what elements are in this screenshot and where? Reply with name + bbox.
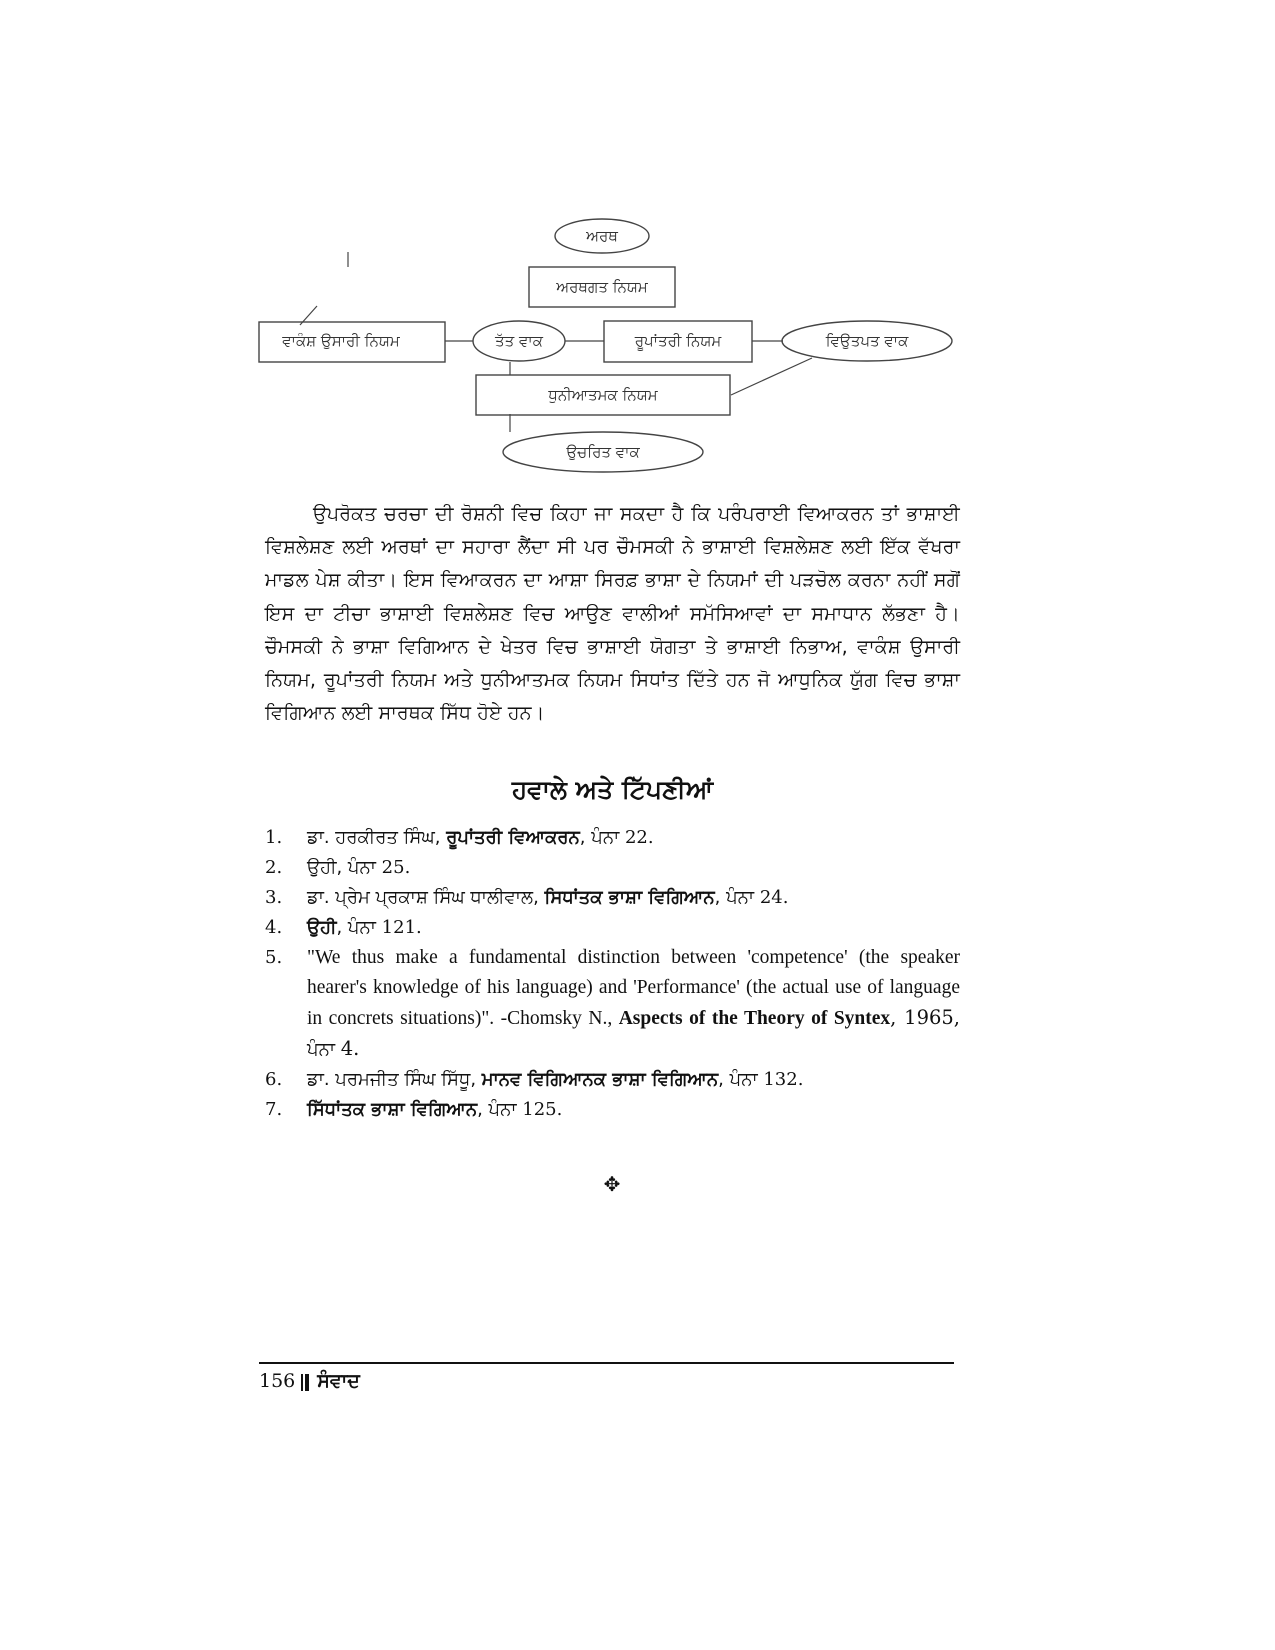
reference-title: Aspects of the Theory of Syntex: [618, 1008, 891, 1029]
body-paragraph: ਉਪਰੋਕਤ ਚਰਚਾ ਦੀ ਰੋਸ਼ਨੀ ਵਿਚ ਕਿਹਾ ਜਾ ਸਕਦਾ ਹੈ ਕਿ ਪਰੰਪਰਾਈ ਵਿਆਕਰਨ ਤਾਂ ਭਾਸ਼ਾਈ ਵਿਸ਼ਲੇਸ਼ਣ ਲਈ ਅਰਥਾਂ ਦਾ ਸਹਾਰਾ ਲੈਂਦਾ ਸੀ ਪਰ ਚੌਮਸਕੀ ਨੇ ਭਾਸ਼ਾਈ ਵਿਸ਼ਲੇਸ਼ਣ ਲਈ ਇੱਕ ਵੱਖਰਾ ਮਾਡਲ ਪੇਸ਼ ਕੀਤਾ। ਇਸ ਵਿਆਕਰਨ ਦਾ ਆਸ਼ਾ ਸਿਰਫ਼ ਭਾਸ਼ਾ ਦੇ ਨਿਯਮਾਂ ਦੀ ਪੜਚੋਲ ਕਰਨਾ ਨਹੀਂ ਸਗੋਂ ਇਸ ਦਾ ਟੀਚਾ ਭਾਸ਼ਾਈ ਵਿਸ਼ਲੇਸ਼ਣ ਵਿਚ ਆਉਣ ਵਾਲੀਆਂ ਸਮੱਸਿਆਵਾਂ ਦਾ ਸਮਾਧਾਨ ਲੱਭਣਾ ਹੈ। ਚੌਮਸਕੀ ਨੇ ਭਾਸ਼ਾ ਵਿਗਿਆਨ ਦੇ ਖੇਤਰ ਵਿਚ ਭਾਸ਼ਾਈ ਯੋਗਤਾ ਤੇ ਭਾਸ਼ਾਈ ਨਿਭਾਅ, ਵਾਕੰਸ਼ ਉਸਾਰੀ ਨਿਯਮ, ਰੂਪਾਂਤਰੀ ਨਿਯਮ ਅਤੇ ਧੁਨੀਆਤਮਕ ਨਿਯਮ ਸਿਧਾਂਤ ਦਿੱਤੇ ਹਨ ਜੋ ਆਧੁਨਿਕ ਯੁੱਗ ਵਿਚ ਭਾਸ਼ਾ ਵਿਗਿਆਨ ਲਈ ਸਾਰਥਕ ਸਿੱਧ ਹੋਏ ਹਨ।: [265, 502, 960, 725]
label-artha: ਅਰਥ: [586, 227, 618, 245]
separator-bars-icon: [301, 1370, 311, 1392]
reference-item: 6. ਡਾ. ਪਰਮਜੀਤ ਸਿੰਘ ਸਿੱਧੂ, ਮਾਨਵ ਵਿਗਿਆਨਕ ਭਾਸ਼ਾ ਵਿਗਿਆਨ, ਪੰਨਾ 132.: [265, 1065, 960, 1095]
reference-number: 5.: [265, 947, 283, 968]
section-title: ਹਵਾਲੇ ਅਤੇ ਟਿੱਪਣੀਆਂ: [511, 775, 714, 804]
label-dhuniatmak-niyam: ਧੁਨੀਆਤਮਕ ਨਿਯਮ: [548, 386, 658, 404]
book-title: ਸੰਵਾਦ: [317, 1370, 360, 1392]
reference-number: 1.: [265, 827, 283, 848]
reference-number: 7.: [265, 1099, 283, 1120]
connector: [731, 358, 812, 395]
label-uchrit-vak: ਉਚਰਿਤ ਵਾਕ: [566, 443, 640, 461]
reference-item: 2. ਉਹੀ, ਪੰਨਾ 25.: [265, 853, 960, 883]
ornament-icon: ✥: [603, 1172, 621, 1196]
label-tatt-vak: ਤੱਤ ਵਾਕ: [495, 332, 543, 350]
reference-item: 7. ਸਿੱਧਾਂਤਕ ਭਾਸ਼ਾ ਵਿਗਿਆਨ, ਪੰਨਾ 125.: [265, 1095, 960, 1125]
references-list: [265, 823, 960, 1125]
footer-divider: [259, 1362, 954, 1364]
reference-title: ਰੂਪਾਂਤਰੀ ਵਿਆਕਰਨ: [446, 827, 580, 848]
reference-number: 4.: [265, 917, 283, 938]
reference-item: 4. ਉਹੀ, ਪੰਨਾ 121.: [265, 913, 960, 943]
reference-item: 1. ਡਾ. ਹਰਕੀਰਤ ਸਿੰਘ, ਰੂਪਾਂਤਰੀ ਵਿਆਕਰਨ, ਪੰਨਾ 22.: [265, 823, 960, 853]
page-footer: [259, 1370, 360, 1392]
label-rupantri-niyam: ਰੂਪਾਂਤਰੀ ਨਿਯਮ: [634, 332, 722, 350]
label-vyutpann-vak: ਵਿਉਤਪਤ ਵਾਕ: [825, 332, 909, 350]
flow-diagram: [255, 215, 960, 485]
reference-item: 5. "We thus make a fundamental distinction between 'competence' (the speaker hearer's knowledge of his language) and 'Performance' (the actual use of language in concrets situations)". -Chomsky N., Aspects of the Theory of Syntex, 1965, ਪੰਨਾ 4.: [265, 943, 960, 1065]
reference-title: ਮਾਨਵ ਵਿਗਿਆਨਕ ਭਾਸ਼ਾ ਵਿਗਿਆਨ: [481, 1069, 719, 1090]
reference-number: 6.: [265, 1069, 283, 1090]
label-vakansh-usari-niyam: ਵਾਕੰਸ਼ ਉਸਾਰੀ ਨਿਯਮ: [282, 332, 400, 350]
reference-number: 3.: [265, 887, 283, 908]
label-arthgat-niyam: ਅਰਥਗਤ ਨਿਯਮ: [556, 278, 648, 296]
reference-item: 3. ਡਾ. ਪ੍ਰੇਮ ਪ੍ਰਕਾਸ਼ ਸਿੰਘ ਧਾਲੀਵਾਲ, ਸਿਧਾਂਤਕ ਭਾਸ਼ਾ ਵਿਗਿਆਨ, ਪੰਨਾ 24.: [265, 883, 960, 913]
page-number: 156: [259, 1370, 296, 1392]
reference-title: ਸਿਧਾਂਤਕ ਭਾਸ਼ਾ ਵਿਗਿਆਨ: [544, 887, 715, 908]
reference-quote: "We thus make a fundamental distinction between 'competence' (the speaker hearer's knowledge of his language) and 'Performance' (the actual use of language in concrets situations)". -Chomsky N.,: [307, 947, 960, 1029]
reference-number: 2.: [265, 857, 283, 878]
reference-title: ਉਹੀ: [307, 917, 337, 938]
reference-title: ਸਿੱਧਾਂਤਕ ਭਾਸ਼ਾ ਵਿਗਿਆਨ: [307, 1099, 478, 1120]
